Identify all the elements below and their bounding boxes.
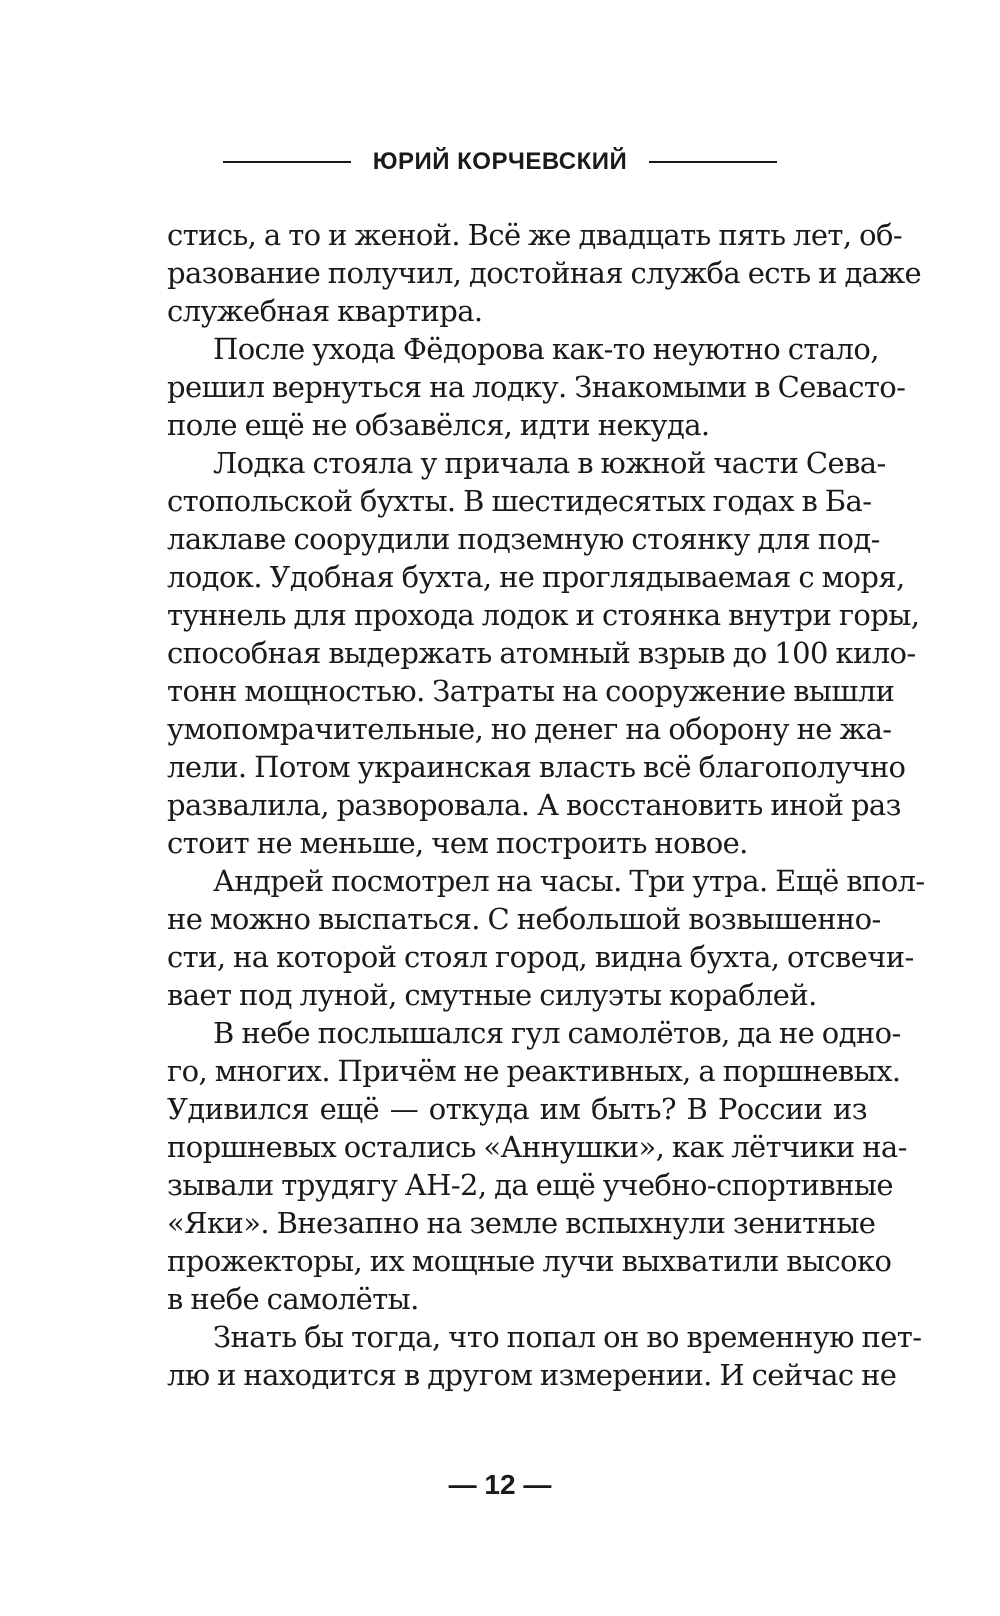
text-line: «Яки». Внезапно на земле вспыхнули зенитные (167, 1206, 876, 1240)
paragraph (167, 330, 906, 444)
header-rule-right (649, 161, 777, 163)
paragraph (167, 216, 922, 330)
text-line: лю и находится в другом измерении. И сейчас не (167, 1358, 897, 1392)
text-line: Лодка стояла у причала в южной части Сева- (213, 446, 886, 480)
text-line: зывали трудягу АН-2, да ещё учебно-спортивные (167, 1168, 893, 1202)
text-line: В небе послышался гул самолётов, да не одно- (213, 1016, 901, 1050)
paragraph (167, 1318, 922, 1394)
text-line: лодок. Удобная бухта, не проглядываемая с моря, (167, 560, 905, 594)
text-line: развалила, разворовала. А восстановить иной раз (167, 788, 901, 822)
text-line: стись, а то и женой. Всё же двадцать пять лет, об- (167, 218, 903, 252)
author-name: ЮРИЙ КОРЧЕВСКИЙ (372, 148, 628, 175)
text-line: тонн мощностью. Затраты на сооружение вышли (167, 674, 895, 708)
text-line: После ухода Фёдорова как-то неуютно стало, (213, 332, 879, 366)
text-line: стоит не меньше, чем построить новое. (167, 826, 748, 860)
text-line: служебная квартира. (167, 294, 483, 328)
text-line: поле ещё не обзавёлся, идти некуда. (167, 408, 710, 442)
text-line: стопольской бухты. В шестидесятых годах в Ба- (167, 484, 872, 518)
text-line: Знать бы тогда, что попал он во временную пет- (213, 1320, 922, 1354)
running-header (0, 150, 1000, 174)
text-line: Удивился ещё — откуда им быть? В России из (167, 1092, 867, 1126)
text-line: лели. Потом украинская власть всё благополучно (167, 750, 906, 784)
text-line: разование получил, достойная служба есть и даже (167, 256, 922, 290)
header-rule-left (223, 161, 351, 163)
page-number: — 12 — (448, 1469, 552, 1500)
paragraph (167, 444, 920, 862)
text-line: решил вернуться на лодку. Знакомыми в Севасто- (167, 370, 906, 404)
text-line: вает под луной, смутные силуэты кораблей. (167, 978, 817, 1012)
text-line: Андрей посмотрел на часы. Три утра. Ещё впол- (213, 864, 925, 898)
text-line: способная выдержать атомный взрыв до 100 кило- (167, 636, 916, 670)
text-line: прожекторы, их мощные лучи выхватили высоко (167, 1244, 892, 1278)
text-line: в небе самолёты. (167, 1282, 419, 1316)
text-line: туннель для прохода лодок и стоянка внутри горы, (167, 598, 920, 632)
paragraph (167, 862, 925, 1014)
text-line: лаклаве соорудили подземную стоянку для под- (167, 522, 880, 556)
text-line: умопомрачительные, но денег на оборону не жа- (167, 712, 892, 746)
text-line: не можно выспаться. С небольшой возвышенно- (167, 902, 881, 936)
body-text (167, 216, 925, 1394)
text-line: го, многих. Причём не реактивных, а поршневых. (167, 1054, 901, 1088)
text-line: поршневых остались «Аннушки», как лётчики на- (167, 1130, 907, 1164)
text-line: сти, на которой стоял город, видна бухта, отсвечи- (167, 940, 914, 974)
paragraph (167, 1014, 907, 1318)
